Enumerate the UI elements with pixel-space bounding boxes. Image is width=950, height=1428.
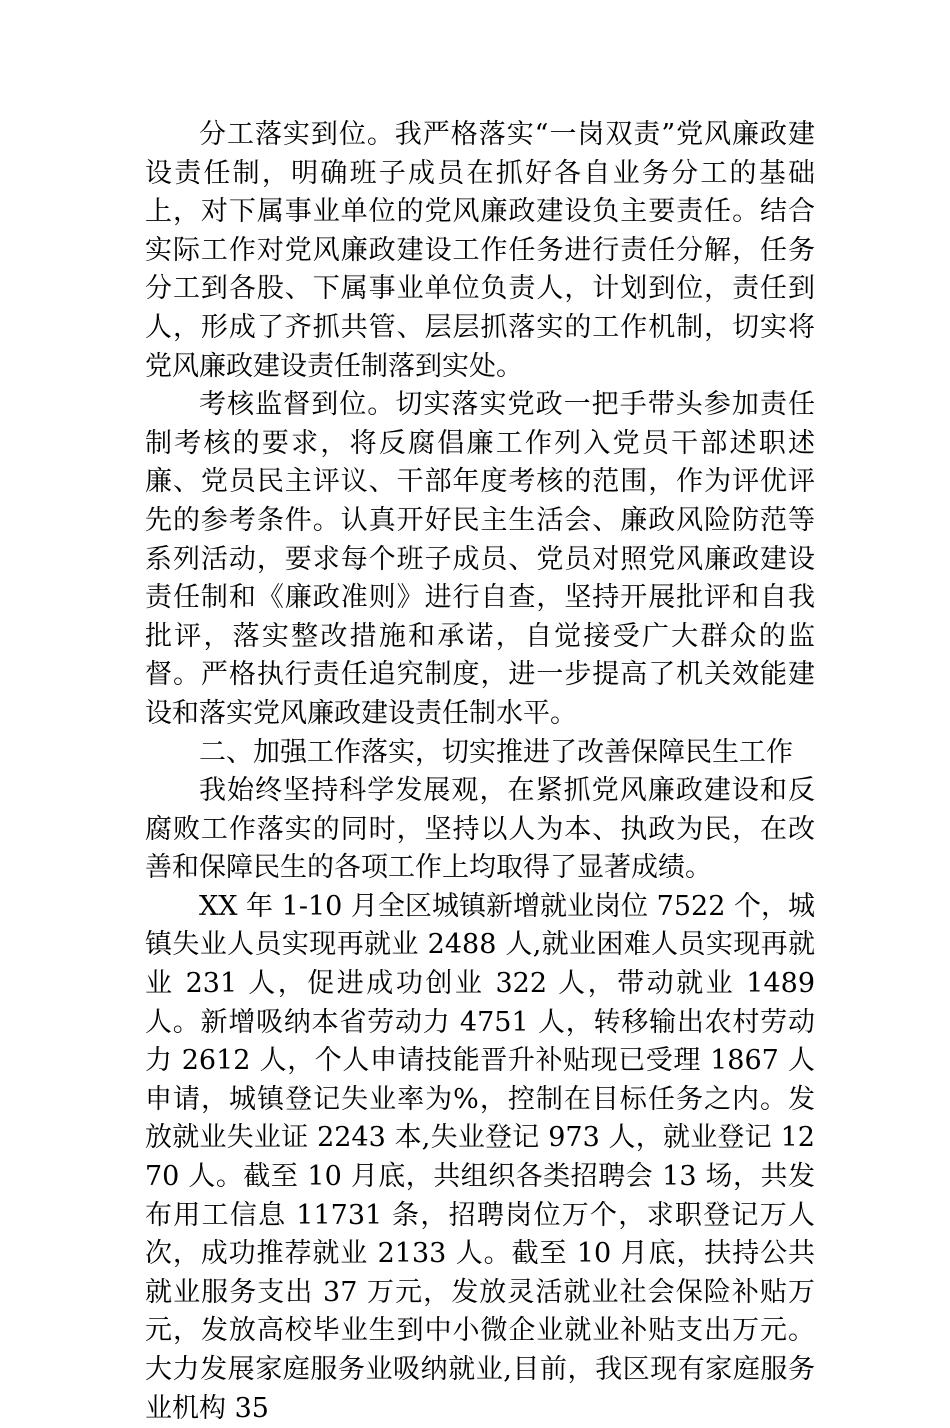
paragraph-employment-statistics: XX 年 1-10 月全区城镇新增就业岗位 7522 个，城镇失业人员实现再就业 2488 人,就业困难人员实现再就业 231 人，促进成功创业 322 人，带动就业 1489 人。新增吸纳本省劳动力 4751 人，转移输出农村劳动力 2612 人，个人申请技能晋升补贴现已受理 1867 人申请，城镇登记失业率为%，控制在目标任务之内。发放就业失业证 2243 本,失业登记 973 人，就业登记 1270 人。截至 10 月底，共组织各类招聘会 13 场，共发布用工信息 11731 条，招聘岗位万个，求职登记万人次，成功推荐就业 2133 人。截至 10 月底，扶持公共就业服务支出 37 万元，发放灵活就业社会保险补贴万元，发放高校毕业生到中小微企业就业补贴支出万元。大力发展家庭服务业吸纳就业,目前，我区现有家庭服务业机构 35 (145, 890, 815, 1424)
document-body (145, 116, 815, 1428)
paragraph-responsibility-division: 分工落实到位。我严格落实“一岗双责”党风廉政建设责任制，明确班子成员在抓好各自业务分工的基础上，对下属事业单位的党风廉政建设负主要责任。结合实际工作对党风廉政建设工作任务进行责任分解，任务分工到各股、下属事业单位负责人，计划到位，责任到人，形成了齐抓共管、层层抓落实的工作机制，切实将党风廉政建设责任制落到实处。 (145, 119, 815, 382)
section-heading-livelihood: 二、加强工作落实，切实推进了改善保障民生工作 (199, 736, 793, 768)
paragraph-assessment-supervision: 考核监督到位。切实落实党政一把手带头参加责任制考核的要求，将反腐倡廉工作列入党员干部述职述廉、党员民主评议、干部年度考核的范围，作为评优评先的参考条件。认真开好民主生活会、廉政风险防范等系列活动，要求每个班子成员、党员对照党风廉政建设责任制和《廉政准则》进行自查，坚持开展批评和自我批评，落实整改措施和承诺，自觉接受广大群众的监督。严格执行责任追究制度，进一步提高了机关效能建设和落实党风廉政建设责任制水平。 (145, 389, 815, 729)
paragraph-scientific-development: 我始终坚持科学发展观，在紧抓党风廉政建设和反腐败工作落实的同时，坚持以人为本、执政为民，在改善和保障民生的各项工作上均取得了显著成绩。 (145, 775, 815, 884)
